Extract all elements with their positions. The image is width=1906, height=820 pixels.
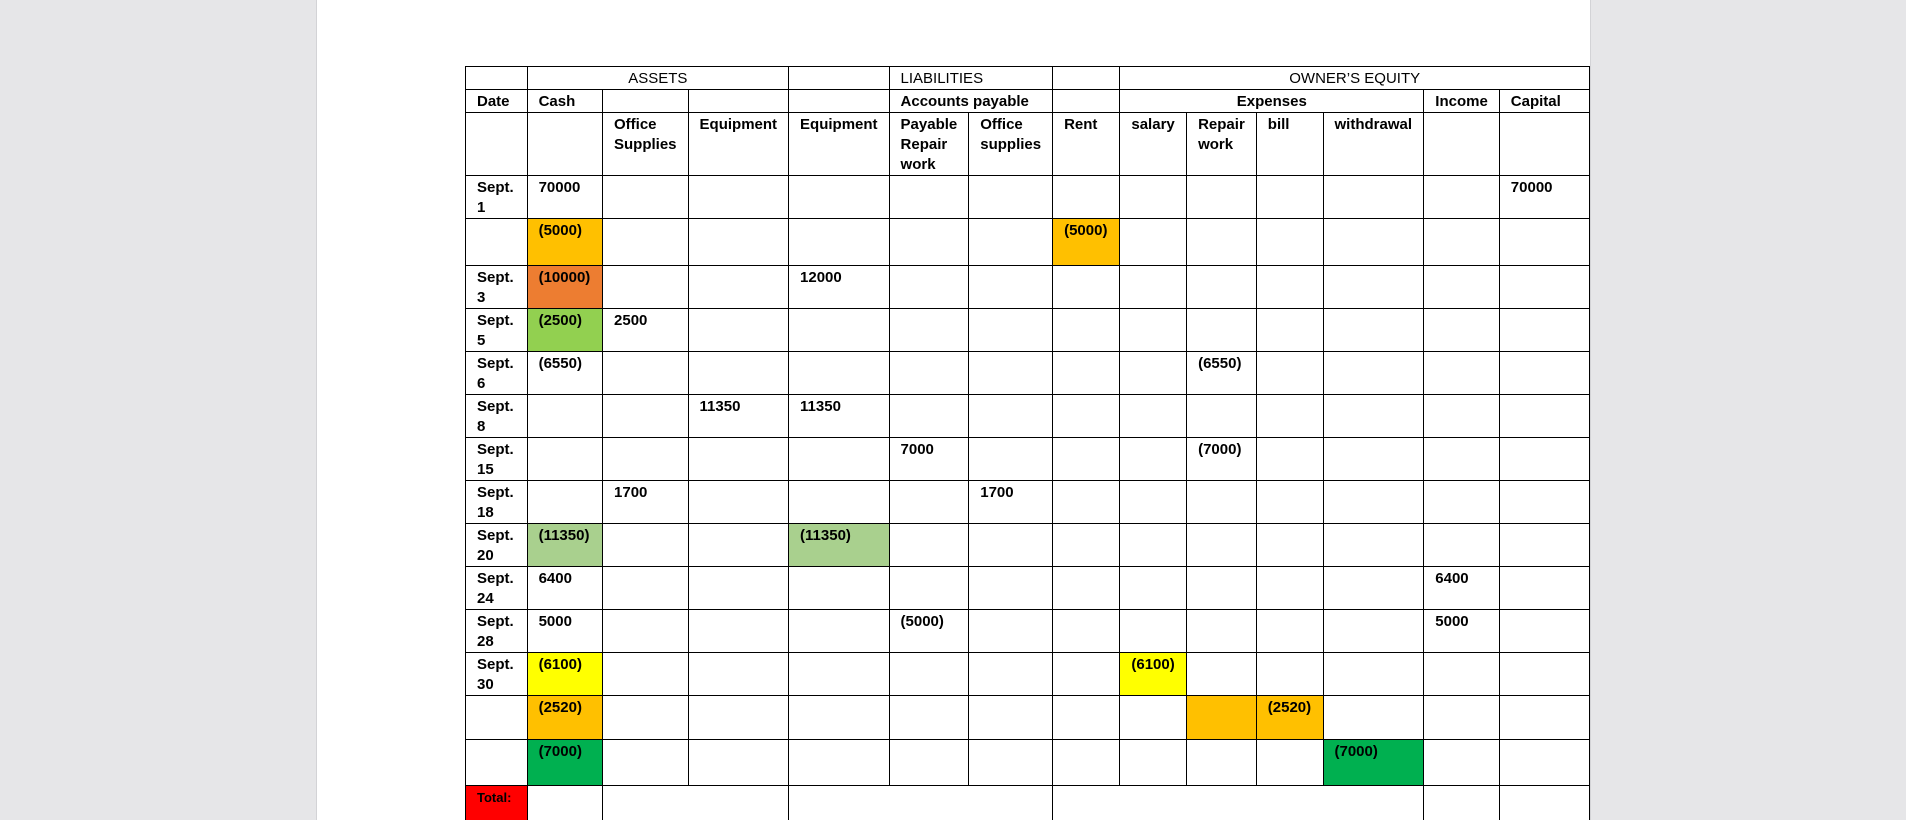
equipment-asset-cell [688, 653, 789, 696]
payable-repair-cell [889, 481, 969, 524]
equipment-asset-cell [688, 567, 789, 610]
payable-repair-cell [889, 567, 969, 610]
salary-cell [1120, 438, 1187, 481]
capital-cell [1499, 438, 1589, 481]
office-supplies-cell [603, 438, 689, 481]
income-cell [1424, 395, 1500, 438]
equipment-liability-cell [789, 610, 890, 653]
repair-work-cell [1187, 567, 1257, 610]
date-cell: Sept. 1 [466, 176, 528, 219]
salary-header: salary [1120, 113, 1187, 176]
cash-cell: (10000) [527, 266, 602, 309]
office-supplies-liability-cell [969, 653, 1053, 696]
income-cell: 5000 [1424, 610, 1500, 653]
repair-work-cell [1187, 696, 1257, 740]
equipment-asset-cell [688, 740, 789, 786]
date-cell: Sept. 30 [466, 653, 528, 696]
office-supplies-cell [603, 524, 689, 567]
salary-cell [1120, 481, 1187, 524]
bill-cell [1256, 438, 1323, 481]
salary-cell [1120, 352, 1187, 395]
office-supplies-liability-header: Office supplies [969, 113, 1053, 176]
office-supplies-cell [603, 266, 689, 309]
repair-work-cell [1187, 481, 1257, 524]
table-row [466, 352, 1590, 395]
repair-work-cell [1187, 176, 1257, 219]
equipment-asset-cell [688, 696, 789, 740]
withdrawal-cell [1323, 567, 1424, 610]
rent-cell: (5000) [1053, 219, 1120, 266]
payable-repair-cell [889, 395, 969, 438]
total-row [466, 786, 1590, 820]
withdrawal-cell [1323, 352, 1424, 395]
total-label: Total: [466, 786, 528, 820]
payable-repair-cell [889, 653, 969, 696]
accounts-payable-header: Accounts payable [889, 90, 1053, 113]
repair-work-cell [1187, 524, 1257, 567]
income-cell [1424, 219, 1500, 266]
equipment-liability-cell: 11350 [789, 395, 890, 438]
repair-work-cell: (6550) [1187, 352, 1257, 395]
withdrawal-cell [1323, 176, 1424, 219]
equipment-liability-cell [789, 740, 890, 786]
payable-repair-cell [889, 524, 969, 567]
capital-cell [1499, 696, 1589, 740]
cash-header: Cash [527, 90, 602, 113]
table-row [466, 653, 1590, 696]
equipment-liability-header: Equipment [789, 113, 890, 176]
equipment-asset-cell [688, 352, 789, 395]
office-supplies-liability-cell [969, 266, 1053, 309]
income-cell [1424, 481, 1500, 524]
cash-cell: (2500) [527, 309, 602, 352]
withdrawal-cell [1323, 395, 1424, 438]
date-cell: Sept. 8 [466, 395, 528, 438]
table-row [466, 610, 1590, 653]
cash-cell [527, 438, 602, 481]
date-cell [466, 696, 528, 740]
blank-cell [789, 67, 890, 90]
office-supplies-cell: 2500 [603, 309, 689, 352]
bill-cell [1256, 740, 1323, 786]
office-supplies-cell [603, 352, 689, 395]
salary-cell: (6100) [1120, 653, 1187, 696]
rent-cell [1053, 696, 1120, 740]
header-row-3 [466, 113, 1590, 176]
bill-cell [1256, 352, 1323, 395]
table-row [466, 696, 1590, 740]
withdrawal-cell [1323, 481, 1424, 524]
income-cell [1424, 438, 1500, 481]
table-row [466, 266, 1590, 309]
bill-cell [1256, 266, 1323, 309]
income-cell [1424, 740, 1500, 786]
capital-cell: 70000 [1499, 176, 1589, 219]
rent-cell [1053, 309, 1120, 352]
equipment-asset-header: Equipment [688, 113, 789, 176]
cash-cell: (7000) [527, 740, 602, 786]
capital-header: Capital [1499, 90, 1589, 113]
office-supplies-liability-cell [969, 567, 1053, 610]
payable-repair-cell: (5000) [889, 610, 969, 653]
header-row-2 [466, 90, 1590, 113]
withdrawal-cell [1323, 219, 1424, 266]
blank-cell [688, 90, 789, 113]
bill-cell [1256, 481, 1323, 524]
office-supplies-cell [603, 176, 689, 219]
rent-cell [1053, 395, 1120, 438]
equipment-liability-cell [789, 653, 890, 696]
bill-cell [1256, 219, 1323, 266]
owners-equity-header: OWNER’S EQUITY [1120, 67, 1590, 90]
total-income-cell [1424, 786, 1500, 820]
table-row [466, 524, 1590, 567]
repair-work-cell [1187, 740, 1257, 786]
equipment-asset-cell [688, 309, 789, 352]
payable-repair-cell [889, 309, 969, 352]
repair-work-cell [1187, 219, 1257, 266]
rent-cell [1053, 653, 1120, 696]
office-supplies-cell [603, 395, 689, 438]
blank-cell [1053, 67, 1120, 90]
income-cell [1424, 176, 1500, 219]
equipment-liability-cell [789, 567, 890, 610]
rent-cell [1053, 524, 1120, 567]
office-supplies-header: Office Supplies [603, 113, 689, 176]
payable-repair-cell [889, 266, 969, 309]
table-row [466, 438, 1590, 481]
payable-repair-cell [889, 352, 969, 395]
equipment-liability-cell: (11350) [789, 524, 890, 567]
date-header: Date [466, 90, 528, 113]
blank-cell [1499, 113, 1589, 176]
income-cell [1424, 524, 1500, 567]
office-supplies-cell: 1700 [603, 481, 689, 524]
table-row [466, 176, 1590, 219]
table-row [466, 481, 1590, 524]
bill-cell [1256, 653, 1323, 696]
equipment-asset-cell [688, 610, 789, 653]
bill-cell [1256, 524, 1323, 567]
cash-cell: (5000) [527, 219, 602, 266]
capital-cell [1499, 395, 1589, 438]
cash-cell: 5000 [527, 610, 602, 653]
office-supplies-cell [603, 653, 689, 696]
date-cell [466, 219, 528, 266]
income-cell: 6400 [1424, 567, 1500, 610]
withdrawal-cell: (7000) [1323, 740, 1424, 786]
cash-cell: (11350) [527, 524, 602, 567]
salary-cell [1120, 696, 1187, 740]
salary-cell [1120, 266, 1187, 309]
equipment-liability-cell [789, 219, 890, 266]
office-supplies-cell [603, 610, 689, 653]
repair-work-cell [1187, 653, 1257, 696]
header-row-1 [466, 67, 1590, 90]
office-supplies-liability-cell [969, 395, 1053, 438]
cash-cell: (6550) [527, 352, 602, 395]
withdrawal-cell [1323, 524, 1424, 567]
office-supplies-liability-cell [969, 740, 1053, 786]
date-cell: Sept. 6 [466, 352, 528, 395]
income-cell [1424, 309, 1500, 352]
income-cell [1424, 266, 1500, 309]
salary-cell [1120, 740, 1187, 786]
office-supplies-cell [603, 696, 689, 740]
capital-cell [1499, 524, 1589, 567]
blank-cell [466, 113, 528, 176]
date-cell: Sept. 24 [466, 567, 528, 610]
rent-cell [1053, 266, 1120, 309]
office-supplies-liability-cell [969, 696, 1053, 740]
blank-cell [789, 90, 890, 113]
repair-work-cell [1187, 309, 1257, 352]
cash-cell [527, 395, 602, 438]
table-row [466, 740, 1590, 786]
bill-cell [1256, 176, 1323, 219]
total-assets-cell [603, 786, 789, 820]
table-row [466, 309, 1590, 352]
cash-cell [527, 481, 602, 524]
salary-cell [1120, 176, 1187, 219]
table-row [466, 567, 1590, 610]
equipment-liability-cell [789, 481, 890, 524]
bill-cell [1256, 395, 1323, 438]
cash-cell: (2520) [527, 696, 602, 740]
equipment-asset-cell [688, 266, 789, 309]
capital-cell [1499, 219, 1589, 266]
liabilities-header: LIABILITIES [889, 67, 1053, 90]
office-supplies-liability-cell [969, 352, 1053, 395]
equipment-asset-cell [688, 524, 789, 567]
withdrawal-cell [1323, 653, 1424, 696]
capital-cell [1499, 309, 1589, 352]
office-supplies-liability-cell [969, 219, 1053, 266]
repair-work-cell [1187, 610, 1257, 653]
blank-cell [1053, 90, 1120, 113]
office-supplies-liability-cell [969, 176, 1053, 219]
expenses-header: Expenses [1120, 90, 1424, 113]
rent-cell [1053, 438, 1120, 481]
date-cell: Sept. 20 [466, 524, 528, 567]
equipment-liability-cell [789, 352, 890, 395]
date-cell: Sept. 18 [466, 481, 528, 524]
cash-cell: (6100) [527, 653, 602, 696]
office-supplies-cell [603, 740, 689, 786]
bill-cell [1256, 309, 1323, 352]
capital-cell [1499, 653, 1589, 696]
withdrawal-cell [1323, 309, 1424, 352]
capital-cell [1499, 266, 1589, 309]
equipment-asset-cell [688, 438, 789, 481]
withdrawal-cell [1323, 266, 1424, 309]
document-page [316, 0, 1591, 820]
capital-cell [1499, 481, 1589, 524]
withdrawal-cell [1323, 610, 1424, 653]
equipment-asset-cell [688, 481, 789, 524]
blank-cell [527, 113, 602, 176]
repair-work-cell [1187, 395, 1257, 438]
total-cash-cell [527, 786, 602, 820]
repair-work-header: Repair work [1187, 113, 1257, 176]
accounting-equation-table [465, 66, 1590, 820]
blank-cell [466, 67, 528, 90]
equipment-liability-cell [789, 696, 890, 740]
income-cell [1424, 653, 1500, 696]
payable-repair-cell: 7000 [889, 438, 969, 481]
capital-cell [1499, 352, 1589, 395]
capital-cell [1499, 567, 1589, 610]
rent-cell [1053, 176, 1120, 219]
withdrawal-cell [1323, 696, 1424, 740]
date-cell: Sept. 15 [466, 438, 528, 481]
withdrawal-cell [1323, 438, 1424, 481]
rent-cell [1053, 567, 1120, 610]
equipment-liability-cell: 12000 [789, 266, 890, 309]
office-supplies-liability-cell: 1700 [969, 481, 1053, 524]
capital-cell [1499, 740, 1589, 786]
cash-cell: 6400 [527, 567, 602, 610]
repair-work-cell [1187, 266, 1257, 309]
office-supplies-cell [603, 567, 689, 610]
payable-repair-cell [889, 740, 969, 786]
equipment-liability-cell [789, 176, 890, 219]
salary-cell [1120, 610, 1187, 653]
bill-cell [1256, 567, 1323, 610]
table-row [466, 219, 1590, 266]
rent-header: Rent [1053, 113, 1120, 176]
income-cell [1424, 352, 1500, 395]
repair-work-cell: (7000) [1187, 438, 1257, 481]
date-cell: Sept. 3 [466, 266, 528, 309]
office-supplies-liability-cell [969, 309, 1053, 352]
date-cell: Sept. 28 [466, 610, 528, 653]
bill-cell: (2520) [1256, 696, 1323, 740]
salary-cell [1120, 395, 1187, 438]
income-header: Income [1424, 90, 1500, 113]
date-cell [466, 740, 528, 786]
office-supplies-liability-cell [969, 438, 1053, 481]
office-supplies-liability-cell [969, 524, 1053, 567]
total-liabilities-cell [789, 786, 1053, 820]
total-expenses-cell [1053, 786, 1424, 820]
income-cell [1424, 696, 1500, 740]
bill-cell [1256, 610, 1323, 653]
equipment-liability-cell [789, 309, 890, 352]
salary-cell [1120, 524, 1187, 567]
rent-cell [1053, 610, 1120, 653]
rent-cell [1053, 481, 1120, 524]
rent-cell [1053, 352, 1120, 395]
salary-cell [1120, 309, 1187, 352]
bill-header: bill [1256, 113, 1323, 176]
blank-cell [603, 90, 689, 113]
salary-cell [1120, 567, 1187, 610]
equipment-asset-cell [688, 219, 789, 266]
assets-header: ASSETS [527, 67, 788, 90]
total-capital-cell [1499, 786, 1589, 820]
withdrawal-header: withdrawal [1323, 113, 1424, 176]
equipment-asset-cell: 11350 [688, 395, 789, 438]
blank-cell [1424, 113, 1500, 176]
payable-repair-cell [889, 176, 969, 219]
rent-cell [1053, 740, 1120, 786]
equipment-liability-cell [789, 438, 890, 481]
equipment-asset-cell [688, 176, 789, 219]
salary-cell [1120, 219, 1187, 266]
table-row [466, 395, 1590, 438]
date-cell: Sept. 5 [466, 309, 528, 352]
office-supplies-cell [603, 219, 689, 266]
payable-repair-header: Payable Repair work [889, 113, 969, 176]
payable-repair-cell [889, 696, 969, 740]
cash-cell: 70000 [527, 176, 602, 219]
payable-repair-cell [889, 219, 969, 266]
office-supplies-liability-cell [969, 610, 1053, 653]
capital-cell [1499, 610, 1589, 653]
